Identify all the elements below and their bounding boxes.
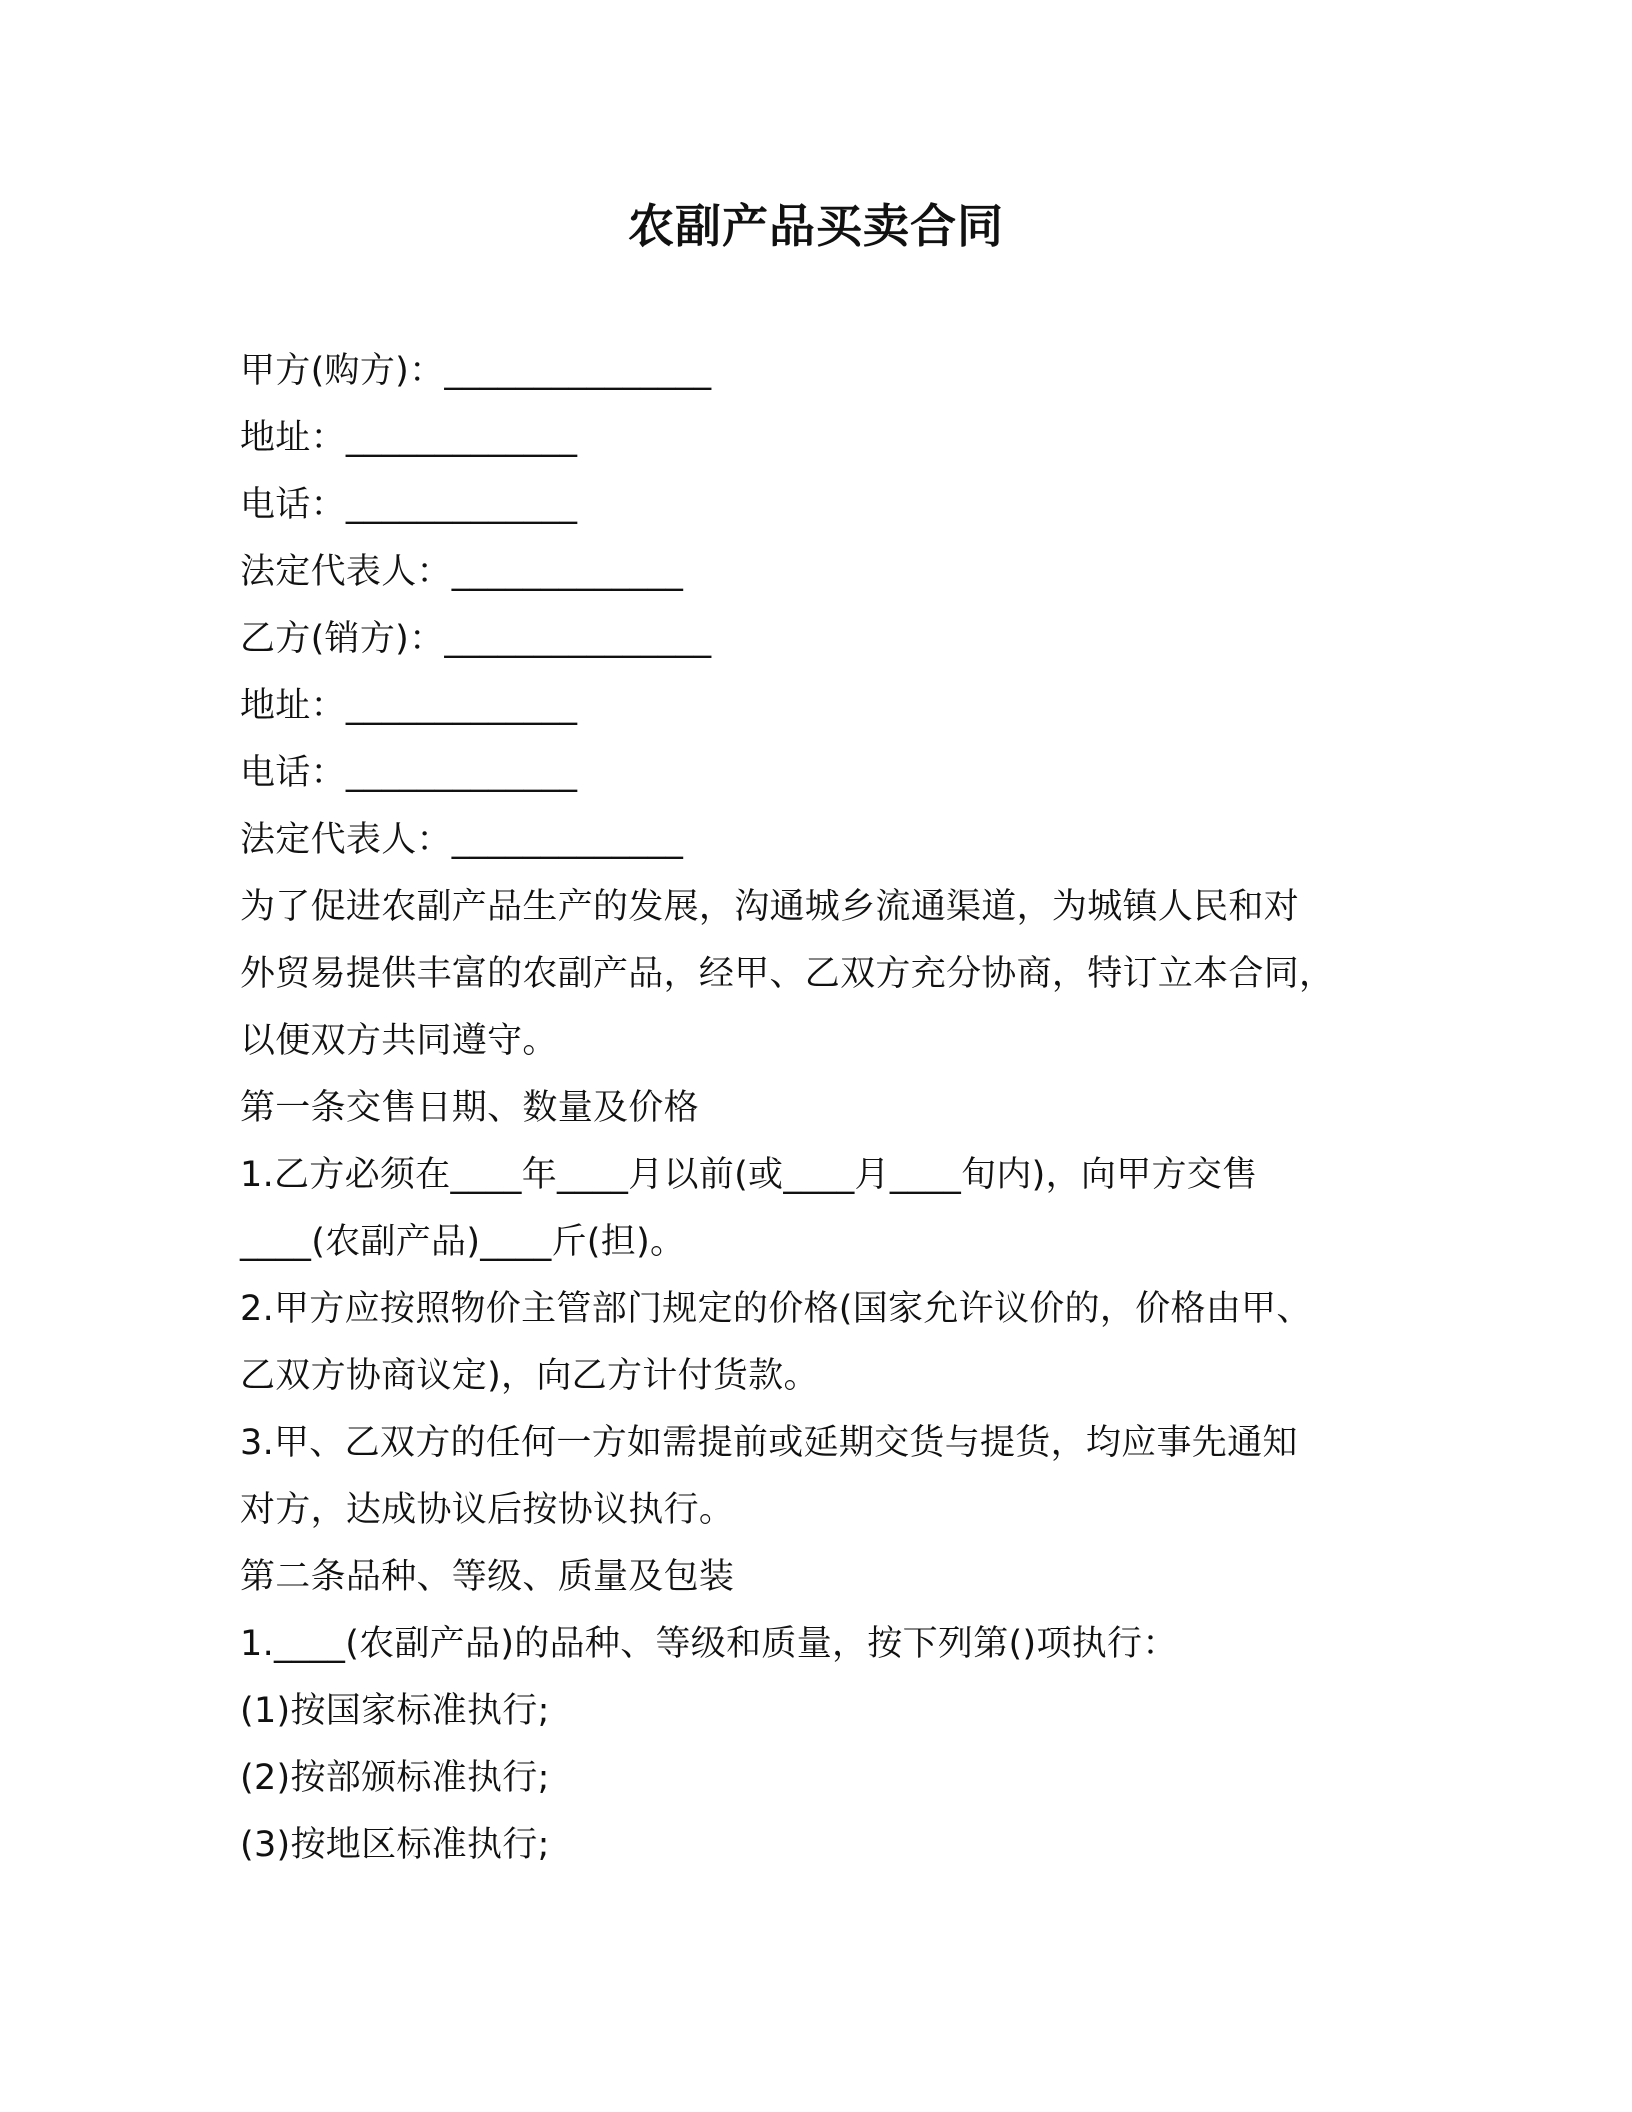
preamble-line: 为了促进农副产品生产的发展，沟通城乡流通渠道，为城镇人民和对 (240, 887, 1300, 927)
article-2-option-line: (1)按国家标准执行; (240, 1691, 550, 1731)
party-a-buyer-line: 甲方(购方)：_______________ (240, 351, 712, 391)
article-1-clause-line: 乙双方协商议定)，向乙方计付货款。 (240, 1356, 819, 1396)
article-1-clause-line: 对方，达成协议后按协议执行。 (240, 1490, 735, 1530)
article-2-option-line: (3)按地区标准执行; (240, 1825, 550, 1865)
preamble-line: 外贸易提供丰富的农副产品，经甲、乙双方充分协商，特订立本合同， (240, 954, 1335, 994)
article-1-clause-line: 2.甲方应按照物价主管部门规定的价格(国家允许议价的，价格由甲、 (240, 1289, 1312, 1329)
party-a-phone-line: 电话：_____________ (240, 485, 578, 525)
article-1-heading: 第一条交售日期、数量及价格 (240, 1088, 699, 1128)
preamble-line: 以便双方共同遵守。 (240, 1021, 558, 1061)
party-a-legal-rep-line: 法定代表人：_____________ (240, 552, 684, 592)
article-1-clause-line: 3.甲、乙双方的任何一方如需提前或延期交货与提货，均应事先通知 (240, 1423, 1298, 1463)
article-1-clause-line: 1.乙方必须在____年____月以前(或____月____旬内)，向甲方交售 (240, 1155, 1258, 1195)
party-a-address-line: 地址：_____________ (240, 418, 578, 458)
article-2-clause-line: 1.____(农副产品)的品种、等级和质量，按下列第()项执行： (240, 1624, 1178, 1664)
article-2-option-line: (2)按部颁标准执行; (240, 1758, 550, 1798)
party-b-seller-line: 乙方(销方)：_______________ (240, 619, 712, 659)
document-title: 农副产品买卖合同 (628, 199, 1004, 253)
article-2-heading: 第二条品种、等级、质量及包装 (240, 1557, 735, 1597)
party-b-address-line: 地址：_____________ (240, 686, 578, 726)
party-b-phone-line: 电话：_____________ (240, 753, 578, 793)
article-1-clause-line: ____(农副产品)____斤(担)。 (240, 1222, 686, 1262)
document-body (240, 338, 1400, 1879)
party-b-legal-rep-line: 法定代表人：_____________ (240, 820, 684, 860)
